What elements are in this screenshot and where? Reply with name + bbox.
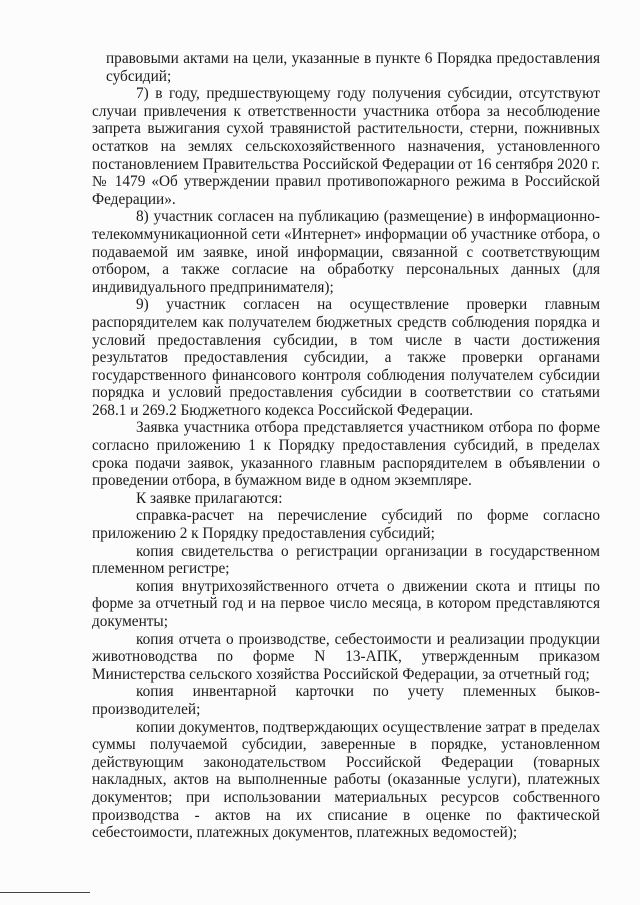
paragraph-attachments-intro: К заявке прилагаются: [136, 489, 283, 507]
paragraph-item-7: 7) в году, предшествующему году получения субсидии, отсутствуют случаи привлечения к ответственности участника отбора за несоблюдение запрета выжигания сухой травянистой растительности, стерни, пожнивных остатков на землях сельскохозяйственного назначения, установленного постановлением Правительства Российской Федерации от 16 сентября 2020 г. № 1479 «Об утверждении правил противопожарного режима в Российской Федерации». [92, 85, 600, 208]
paragraph-attachment-certificate: копия свидетельства о регистрации организации в государственном племенном регистре; [92, 542, 600, 578]
paragraph-attachment-livestock-report: копия внутрихозяйственного отчета о движении скота и птицы по форме за отчетный год и на первое число месяца, в котором представляются документы; [92, 577, 600, 630]
paragraph-item-8: 8) участник согласен на публикацию (размещение) в информационно-телекоммуникационной сети «Интернет» информации об участнике отбора, о подаваемой им заявке, иной информации, связанной с соответствующим отбором, а также согласие на обработку персональных данных (для индивидуального предпринимателя); [92, 208, 600, 296]
paragraph-attachment-calc: справка-расчет на перечисление субсидий по форме согласно приложению 2 к Порядку предоставления субсидий; [92, 507, 600, 543]
paragraph-attachment-production-report: копия отчета о производстве, себестоимости и реализации продукции животноводства по форме N 13-АПК, утвержденным приказом Министерства сельского хозяйства Российской Федерации, за отчетный год; [92, 630, 600, 683]
paragraph-continuation: правовыми актами на цели, указанные в пункте 6 Порядка предоставления субсидий; [106, 50, 600, 85]
paragraph-attachment-cost-documents: копии документов, подтверждающих осуществление затрат в пределах суммы получаемой субсидии, заверенные в порядке, установленном действующим законодательством Российской Федерации (товарных накладных, актов на выполненные работы (оказанные услуги), платежных документов; при использовании материальных ресурсов собственного производства - актов на их списание в оценке по фактической себестоимости, платежных документов, платежных ведомостей); [92, 718, 600, 842]
footnote-divider [0, 892, 90, 893]
document-body [92, 50, 600, 842]
paragraph-item-9: 9) участник согласен на осуществление проверки главным распорядителем как получателем бюджетных средств соблюдения порядка и условий предоставления субсидии, в том числе в части достижения результатов предоставления субсидии, а также проверки органами государственного финансового контроля соблюдения получателем субсидии порядка и условий предоставления субсидии в соответствии со статьями 268.1 и 269.2 Бюджетного кодекса Российской Федерации. [92, 296, 600, 419]
paragraph-attachment-inventory-card: копия инвентарной карточки по учету племенных быков-производителей; [92, 683, 600, 718]
paragraph-application: Заявка участника отбора представляется участником отбора по форме согласно приложению 1 к Порядку предоставления субсидий, в пределах срока подачи заявок, указанного главным распорядителем в объявлении о проведении отбора, в бумажном виде в одном экземпляре. [92, 419, 600, 490]
